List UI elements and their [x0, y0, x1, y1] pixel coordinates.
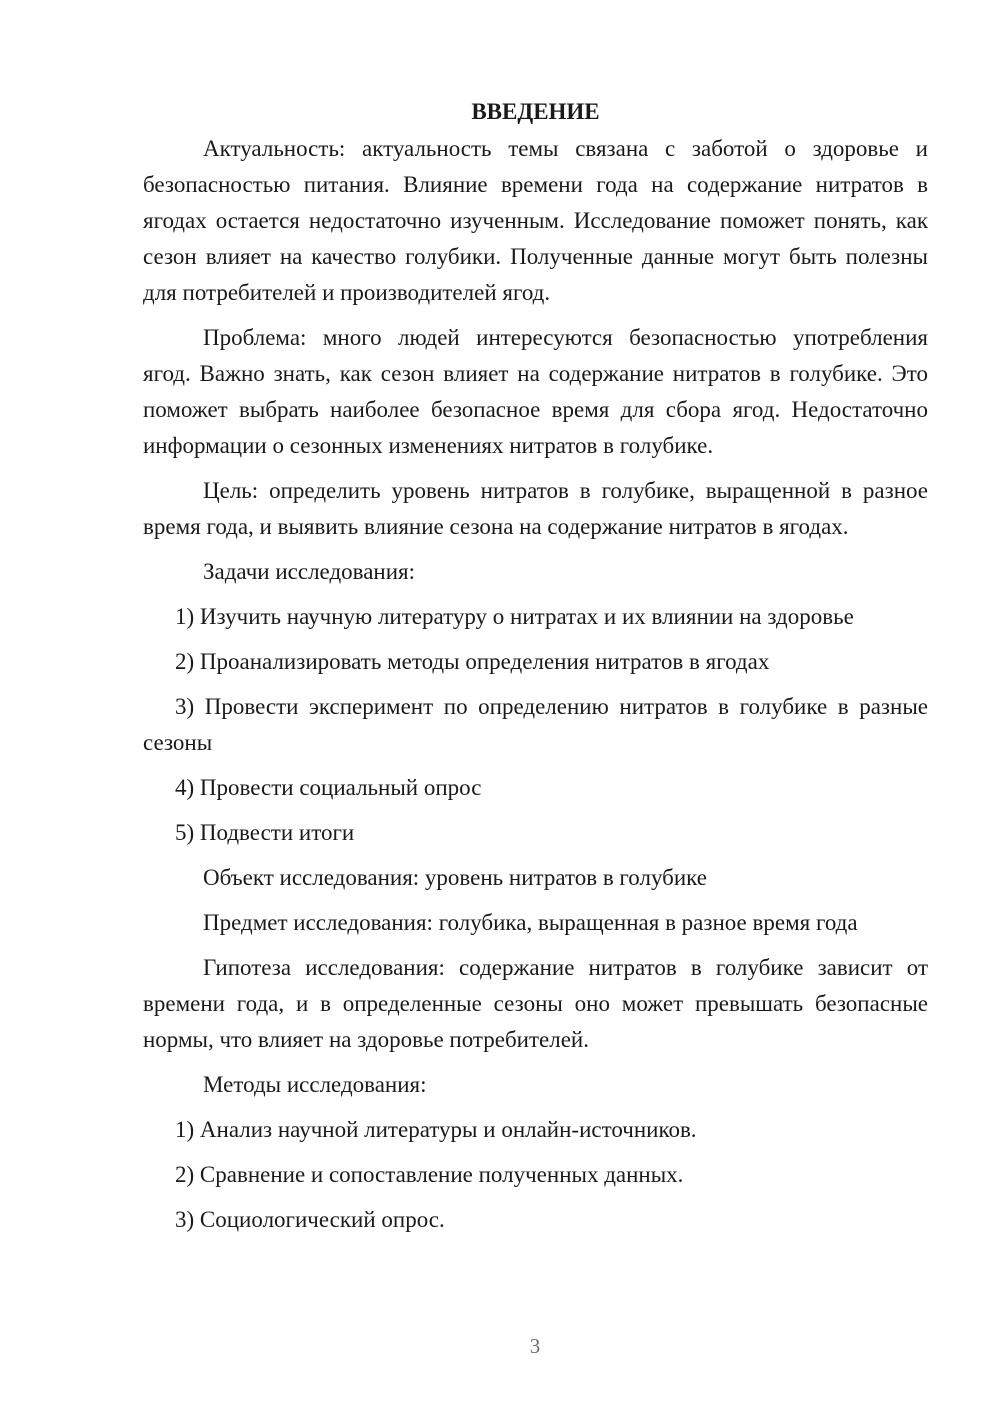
method-item: 1) Анализ научной литературы и онлайн-источников.: [175, 1117, 697, 1142]
task-item: 4) Провести социальный опрос: [175, 775, 482, 800]
page-number: 3: [529, 1334, 541, 1358]
section-title: ВВЕДЕНИЕ: [471, 99, 600, 124]
task-item: 2) Проанализировать методы определения нитратов в ягодах: [175, 649, 770, 674]
object-line: Объект исследования: уровень нитратов в голубике: [203, 865, 707, 890]
task-item: 5) Подвести итоги: [175, 820, 355, 845]
hypothesis-paragraph: Гипотеза исследования: содержание нитратов в голубике зависит от времени года, и в определенные сезоны оно может превышать безопасные нормы, что влияет на здоровье потребителей.: [143, 955, 928, 1052]
method-item: 3) Социологический опрос.: [175, 1207, 445, 1232]
tasks-list: [143, 599, 928, 851]
relevance-paragraph: Актуальность: актуальность темы связана с заботой о здоровье и безопасностью питания. Влияние времени года на содержание нитратов в ягодах остается недостаточно изученным. Исследование поможет понять, как сезон влияет на качество голубики. Полученные данные могут быть полезны для потребителей и производителей ягод.: [143, 136, 928, 305]
task-item: 1) Изучить научную литературу о нитратах и их влиянии на здоровье: [175, 604, 854, 629]
methods-heading: Методы исследования:: [203, 1072, 427, 1097]
methods-list: [143, 1112, 928, 1238]
tasks-heading: Задачи исследования:: [203, 559, 416, 584]
document-body: [143, 97, 928, 1247]
subject-line: Предмет исследования: голубика, выращенная в разное время года: [203, 910, 858, 935]
task-item: 3) Провести эксперимент по определению нитратов в голубике в разные сезоны: [143, 694, 928, 755]
goal-paragraph: Цель: определить уровень нитратов в голубике, выращенной в разное время года, и выявить влияние сезона на содержание нитратов в ягодах.: [143, 478, 928, 539]
method-item: 2) Сравнение и сопоставление полученных данных.: [175, 1162, 684, 1187]
problem-paragraph: Проблема: много людей интересуются безопасностью употребления ягод. Важно знать, как сезон влияет на содержание нитратов в голубике. Это поможет выбрать наиболее безопасное время для сбора ягод. Недостаточно информации о сезонных изменениях нитратов в голубике.: [143, 325, 928, 458]
